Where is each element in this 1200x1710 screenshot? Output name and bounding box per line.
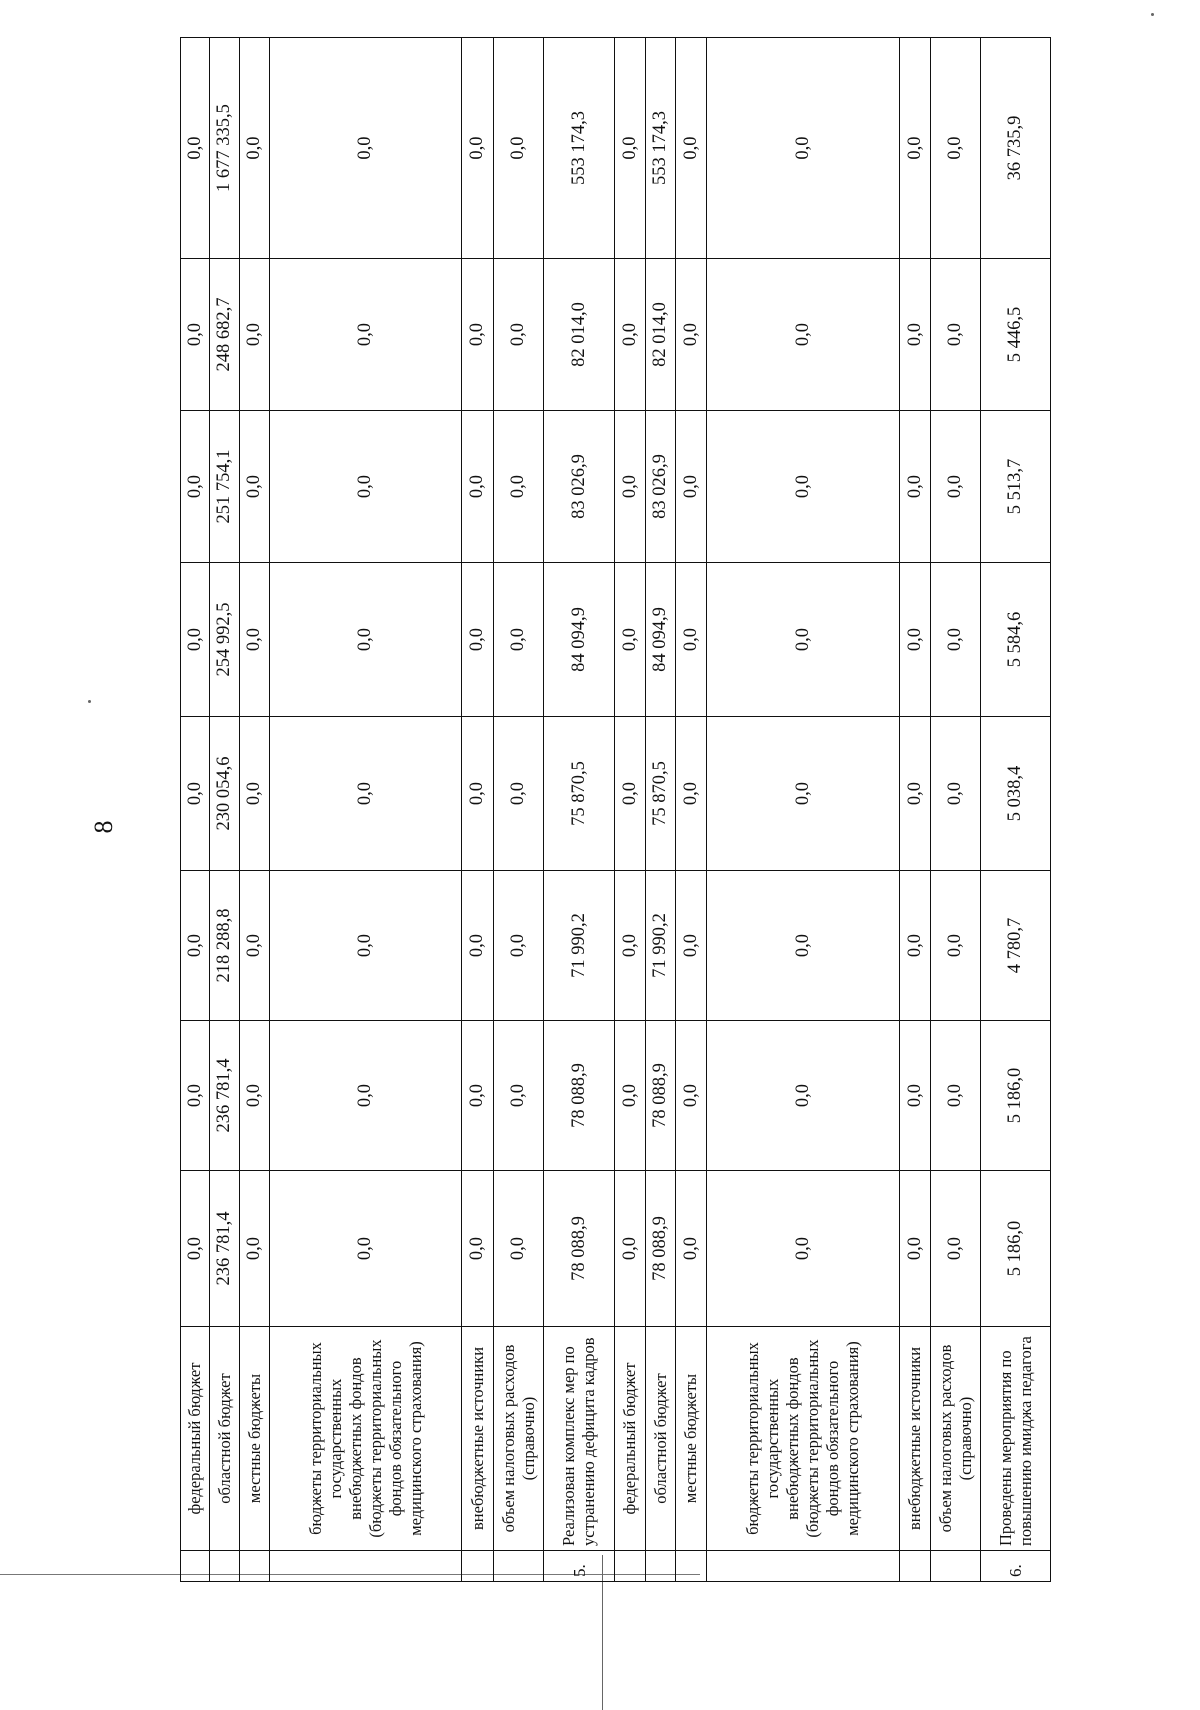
value-cell: 0,0	[900, 38, 931, 259]
value-cell: 0,0	[615, 871, 646, 1021]
value-cell: 0,0	[931, 871, 981, 1021]
value-cell: 0,0	[900, 411, 931, 563]
row-number: 6.	[981, 1551, 1051, 1582]
value-cell: 0,0	[462, 1021, 494, 1171]
value-cell: 0,0	[676, 259, 707, 411]
value-cell: 84 094,9	[646, 563, 676, 717]
value-cell: 0,0	[900, 717, 931, 871]
value-cell: 0,0	[181, 563, 210, 717]
value-cell: 0,0	[462, 871, 494, 1021]
value-cell: 236 781,4	[210, 1021, 240, 1171]
value-cell: 0,0	[676, 38, 707, 259]
value-cell: 0,0	[900, 1021, 931, 1171]
value-cell: 230 054,6	[210, 717, 240, 871]
value-cell: 78 088,9	[646, 1021, 676, 1171]
table-row	[707, 38, 900, 1582]
value-cell: 0,0	[676, 1021, 707, 1171]
value-cell: 0,0	[270, 259, 462, 411]
value-cell: 36 735,9	[981, 38, 1051, 259]
row-number	[931, 1551, 981, 1582]
value-cell: 0,0	[931, 717, 981, 871]
value-cell: 1 677 335,5	[210, 38, 240, 259]
value-cell: 0,0	[494, 717, 544, 871]
row-number	[900, 1551, 931, 1582]
value-cell: 0,0	[707, 259, 900, 411]
value-cell: 0,0	[615, 38, 646, 259]
value-cell: 0,0	[931, 38, 981, 259]
value-cell: 553 174,3	[544, 38, 615, 259]
table-row	[462, 38, 494, 1582]
value-cell: 0,0	[240, 1021, 270, 1171]
value-cell: 0,0	[900, 563, 931, 717]
value-cell: 0,0	[181, 411, 210, 563]
value-cell: 82 014,0	[646, 259, 676, 411]
value-cell: 0,0	[270, 1171, 462, 1327]
value-cell: 0,0	[270, 563, 462, 717]
value-cell: 5 186,0	[981, 1021, 1051, 1171]
value-cell: 0,0	[181, 38, 210, 259]
value-cell: 0,0	[615, 717, 646, 871]
budget-table-rotated	[180, 38, 1048, 1582]
value-cell: 78 088,9	[544, 1171, 615, 1327]
value-cell: 0,0	[181, 1021, 210, 1171]
value-cell: 78 088,9	[646, 1171, 676, 1327]
row-label: областной бюджет	[646, 1327, 676, 1551]
value-cell: 0,0	[240, 717, 270, 871]
value-cell: 0,0	[270, 411, 462, 563]
table-row	[210, 38, 240, 1582]
scan-speck	[1151, 13, 1154, 16]
value-cell: 5 186,0	[981, 1171, 1051, 1327]
value-cell: 5 038,4	[981, 717, 1051, 871]
value-cell: 0,0	[707, 38, 900, 259]
value-cell: 4 780,7	[981, 871, 1051, 1021]
row-number	[181, 1551, 210, 1582]
value-cell: 82 014,0	[544, 259, 615, 411]
value-cell: 78 088,9	[544, 1021, 615, 1171]
row-number	[270, 1551, 462, 1582]
value-cell: 75 870,5	[544, 717, 615, 871]
page-number: 8	[89, 820, 118, 834]
value-cell: 0,0	[270, 717, 462, 871]
value-cell: 0,0	[707, 1171, 900, 1327]
value-cell: 71 990,2	[646, 871, 676, 1021]
value-cell: 5 513,7	[981, 411, 1051, 563]
value-cell: 0,0	[181, 871, 210, 1021]
value-cell: 0,0	[931, 1021, 981, 1171]
value-cell: 0,0	[707, 411, 900, 563]
value-cell: 553 174,3	[646, 38, 676, 259]
value-cell: 0,0	[676, 563, 707, 717]
value-cell: 0,0	[494, 38, 544, 259]
row-number: 5.	[544, 1551, 615, 1582]
value-cell: 0,0	[931, 1171, 981, 1327]
budget-table	[180, 37, 1051, 1582]
row-number	[462, 1551, 494, 1582]
value-cell: 71 990,2	[544, 871, 615, 1021]
value-cell: 84 094,9	[544, 563, 615, 717]
row-label: внебюджетные источники	[462, 1327, 494, 1551]
value-cell: 0,0	[615, 563, 646, 717]
scan-speck	[88, 700, 91, 703]
value-cell: 0,0	[900, 259, 931, 411]
value-cell: 75 870,5	[646, 717, 676, 871]
value-cell: 0,0	[494, 563, 544, 717]
row-label: областной бюджет	[210, 1327, 240, 1551]
value-cell: 0,0	[462, 259, 494, 411]
value-cell: 0,0	[931, 411, 981, 563]
value-cell: 218 288,8	[210, 871, 240, 1021]
row-number	[707, 1551, 900, 1582]
value-cell: 251 754,1	[210, 411, 240, 563]
row-label: объем налоговых расходов (справочно)	[931, 1327, 981, 1551]
value-cell: 0,0	[270, 38, 462, 259]
value-cell: 0,0	[240, 1171, 270, 1327]
row-number	[210, 1551, 240, 1582]
value-cell: 248 682,7	[210, 259, 240, 411]
row-label: местные бюджеты	[240, 1327, 270, 1551]
row-label: Проведены мероприятия по повышению имиджа педагога	[981, 1327, 1051, 1551]
value-cell: 0,0	[462, 563, 494, 717]
value-cell: 0,0	[270, 1021, 462, 1171]
row-label: Реализован комплекс мер по устранению дефицита кадров	[544, 1327, 615, 1551]
value-cell: 0,0	[240, 38, 270, 259]
row-label: объем налоговых расходов (справочно)	[494, 1327, 544, 1551]
value-cell: 0,0	[676, 717, 707, 871]
row-label: внебюджетные источники	[900, 1327, 931, 1551]
value-cell: 0,0	[676, 411, 707, 563]
value-cell: 0,0	[462, 411, 494, 563]
value-cell: 0,0	[494, 259, 544, 411]
table-row	[494, 38, 544, 1582]
value-cell: 0,0	[615, 259, 646, 411]
value-cell: 0,0	[900, 1171, 931, 1327]
value-cell: 0,0	[494, 1171, 544, 1327]
table-row	[615, 38, 646, 1582]
table-body	[181, 38, 1051, 1582]
table-row	[676, 38, 707, 1582]
value-cell: 83 026,9	[544, 411, 615, 563]
row-label: местные бюджеты	[676, 1327, 707, 1551]
value-cell: 0,0	[181, 259, 210, 411]
value-cell: 0,0	[494, 411, 544, 563]
value-cell: 0,0	[240, 871, 270, 1021]
value-cell: 0,0	[707, 563, 900, 717]
value-cell: 0,0	[931, 259, 981, 411]
table-row	[931, 38, 981, 1582]
value-cell: 0,0	[931, 563, 981, 717]
value-cell: 236 781,4	[210, 1171, 240, 1327]
value-cell: 0,0	[676, 1171, 707, 1327]
value-cell: 0,0	[707, 1021, 900, 1171]
value-cell: 5 584,6	[981, 563, 1051, 717]
row-label: бюджеты территориальных государственных внебюджетных фондов (бюджеты территориальных фондов обязательного медицинского страхования)	[270, 1327, 462, 1551]
value-cell: 254 992,5	[210, 563, 240, 717]
row-number	[494, 1551, 544, 1582]
value-cell: 0,0	[462, 38, 494, 259]
value-cell: 0,0	[181, 1171, 210, 1327]
value-cell: 0,0	[707, 871, 900, 1021]
value-cell: 0,0	[615, 1171, 646, 1327]
table-row	[181, 38, 210, 1582]
row-label: федеральный бюджет	[615, 1327, 646, 1551]
value-cell: 5 446,5	[981, 259, 1051, 411]
value-cell: 0,0	[462, 1171, 494, 1327]
value-cell: 83 026,9	[646, 411, 676, 563]
table-row	[646, 38, 676, 1582]
value-cell: 0,0	[676, 871, 707, 1021]
value-cell: 0,0	[270, 871, 462, 1021]
value-cell: 0,0	[707, 717, 900, 871]
table-row	[981, 38, 1051, 1582]
value-cell: 0,0	[615, 1021, 646, 1171]
value-cell: 0,0	[900, 871, 931, 1021]
table-row	[900, 38, 931, 1582]
value-cell: 0,0	[494, 871, 544, 1021]
row-number	[646, 1551, 676, 1582]
row-label: бюджеты территориальных государственных внебюджетных фондов (бюджеты территориальных фондов обязательного медицинского страхования)	[707, 1327, 900, 1551]
value-cell: 0,0	[494, 1021, 544, 1171]
value-cell: 0,0	[240, 563, 270, 717]
table-row	[544, 38, 615, 1582]
table-row	[240, 38, 270, 1582]
table-row	[270, 38, 462, 1582]
value-cell: 0,0	[181, 717, 210, 871]
value-cell: 0,0	[240, 411, 270, 563]
row-number	[615, 1551, 646, 1582]
row-number	[240, 1551, 270, 1582]
value-cell: 0,0	[240, 259, 270, 411]
row-label: федеральный бюджет	[181, 1327, 210, 1551]
value-cell: 0,0	[462, 717, 494, 871]
value-cell: 0,0	[615, 411, 646, 563]
row-number	[676, 1551, 707, 1582]
